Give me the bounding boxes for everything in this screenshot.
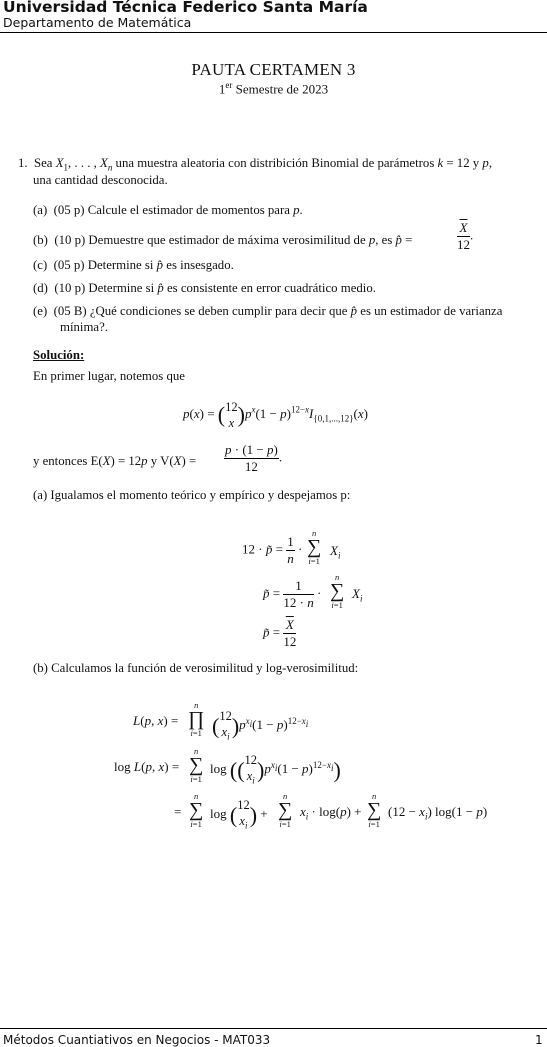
university-name: Universidad Técnica Federico Santa María xyxy=(3,0,368,16)
problem-statement: 1. Sea $X_1$, . . . , $X_n$ una muestra aleatoria con distribición Binomial de parámetros k = 12 y p, xyxy=(18,156,493,173)
moment-eq-1-term: $X_i$ xyxy=(330,543,341,561)
part-e-question: (e) (05 B) ¿Qué condiciones se deben cumplir para decir que p̂ es un estimador de varianza xyxy=(33,304,503,318)
sum-symbol: n ∑ i=1 xyxy=(189,746,204,784)
part-b-solution-text: (b) Calculamos la función de verosimilitud y log-verosimilitud: xyxy=(33,661,359,675)
part-c-question: (c) (05 p) Determine si p̂ es insesgado. xyxy=(33,258,234,272)
part-a-solution-text: (a) Igualamos el momento teórico y empírico y despejamos p: xyxy=(33,488,351,502)
sum-symbol: n ∑ i=1 xyxy=(367,791,382,829)
part-e-question-line2: mínima?. xyxy=(60,320,108,334)
part-a-question: (a) (05 p) Calcule el estimador de momentos para p. xyxy=(33,203,303,217)
likelihood-rhs: ( 12 $x_i$ )$p^{x_i}(1 - p)^{12-x_i}$ xyxy=(212,709,309,742)
page-number: 1 xyxy=(535,1033,543,1047)
sum-symbol: n ∑ i=1 xyxy=(278,791,293,829)
part-b-question: (b) (10 p) Demuestre que estimador de máxima verosimilitud de p, es p̂ = xyxy=(33,233,413,247)
expectation-variance: y entonces E(X) = 12p y V(X) = xyxy=(33,454,197,468)
solution-intro: En primer lugar, notemos que xyxy=(33,369,185,383)
sum-symbol: n ∑ i=1 xyxy=(189,791,204,829)
problem-statement-line2: una cantidad desconocida. xyxy=(33,173,168,187)
variance-fraction: $\frac{p \cdot (1 - p)}{12}$ . xyxy=(225,442,283,474)
pmf-formula: p(x) = ( 12 x )$p^x(1 - p)^{12-x}I_{\{0,1,...,12\}}(x)$ xyxy=(183,400,368,430)
document-title: PAUTA CERTAMEN 3 xyxy=(191,60,356,79)
moment-eq-2: p̃ = $\frac{1}{12 \cdot n}$ · xyxy=(263,578,322,610)
loglik-expand-term3: $(12 - x_i)$ log(1 − p) xyxy=(388,804,488,822)
problem-number: 1. xyxy=(18,156,28,170)
product-symbol: n ∏ i=1 xyxy=(188,700,205,738)
moment-eq-3: p̃ = $\frac{\overline{X}}{12}$ xyxy=(263,617,297,649)
sum-symbol: n ∑ i=1 xyxy=(330,572,345,610)
document-subtitle: 1er Semestre de 2023 xyxy=(218,80,329,97)
part-d-question: (d) (10 p) Determine si p̂ es consistente en error cuadrático medio. xyxy=(33,281,376,295)
loglik-lhs: log L(p, x) = xyxy=(114,759,180,774)
loglik-expand-eq: = xyxy=(174,804,182,819)
department-name: Departamento de Matemática xyxy=(3,15,192,30)
sum-symbol: n ∑ i=1 xyxy=(307,528,322,566)
loglik-expand-term1: log ( 12 $x_i$ ) + xyxy=(210,798,268,831)
part-b-fraction: $\frac{\overline{X}}{12}$ . xyxy=(457,220,474,252)
moment-eq-1: 12 · p̃ = $\frac{1}{n}$ · xyxy=(242,534,303,566)
solution-heading: Solución: xyxy=(33,348,85,362)
moment-eq-2-term: $X_i$ xyxy=(352,586,363,604)
loglik-expand-term2: $x_i \cdot \log(p)$ + xyxy=(300,804,362,822)
footer-rule xyxy=(0,1028,547,1029)
footer-course: Métodos Cuantiativos en Negocios - MAT033 xyxy=(3,1033,271,1047)
likelihood-lhs: L(p, x) = xyxy=(133,713,179,728)
header-rule xyxy=(0,32,547,33)
loglik-rhs: log (( 12 $x_i$ )$p^{x_i}(1 - p)^{12-x_i}$) xyxy=(210,753,341,786)
